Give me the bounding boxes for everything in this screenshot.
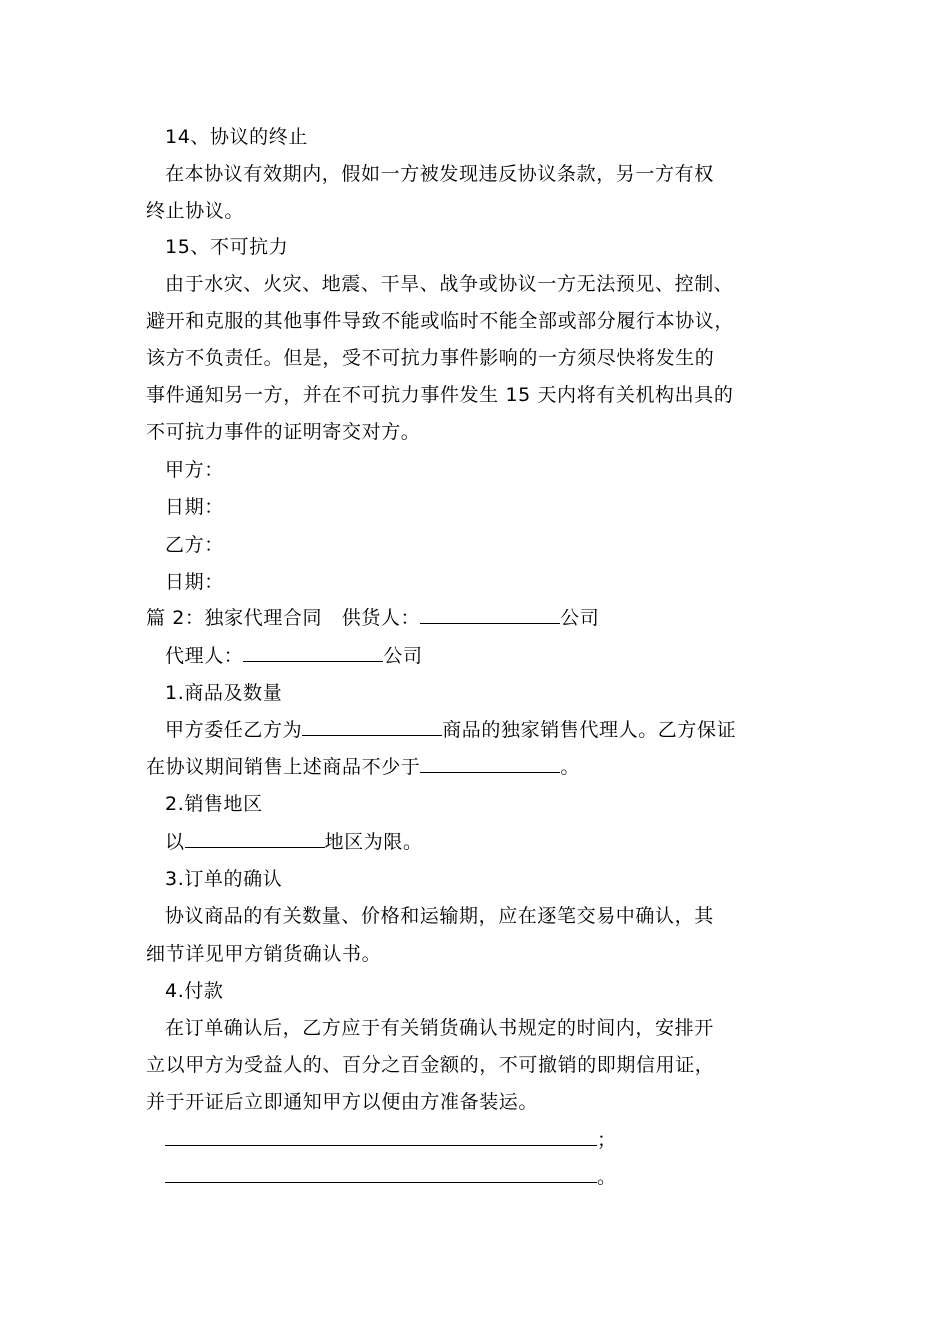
quantity-blank	[420, 754, 560, 773]
section-15-body-line: 避开和克服的其他事件导致不能或临时不能全部或部分履行本协议，	[146, 310, 735, 332]
party-a-label: 甲方：	[165, 459, 224, 481]
fill-in-line-end: ；	[597, 1129, 617, 1151]
item-3-body-line: 协议商品的有关数量、价格和运输期，应在逐笔交易中确认，其	[165, 905, 714, 927]
item-3-heading: 3.订单的确认	[165, 868, 283, 890]
item-1-body-line	[146, 754, 580, 780]
section-14-body-line: 在本协议有效期内，假如一方被发现违反协议条款，另一方有权	[165, 163, 714, 185]
item-1-text: 甲方委任乙方为	[165, 719, 303, 741]
long-blank	[165, 1127, 597, 1146]
date-label: 日期：	[165, 496, 224, 518]
item-2-heading: 2.销售地区	[165, 793, 263, 815]
item-3-body-line: 细节详见甲方销货确认书。	[146, 943, 382, 965]
item-1-body-line	[165, 717, 736, 743]
item-2-text: 地区为限。	[324, 831, 423, 853]
section-14-heading: 14、协议的终止	[165, 126, 308, 148]
part-2-title: 篇 2：独家代理合同 供货人：	[146, 607, 421, 629]
fill-in-line	[165, 1127, 617, 1153]
item-4-body-line: 在订单确认后，乙方应于有关销货确认书规定的时间内，安排开	[165, 1017, 714, 1039]
agent-line	[165, 643, 423, 669]
item-1-heading: 1.商品及数量	[165, 682, 283, 704]
fill-in-line-end: 。	[597, 1166, 617, 1188]
date-label: 日期：	[165, 571, 224, 593]
item-4-body-line: 并于开证后立即通知甲方以便由方准备装运。	[146, 1091, 539, 1113]
section-14-body-line: 终止协议。	[146, 200, 245, 222]
section-15-body-line: 事件通知另一方，并在不可抗力事件发生 15 天内将有关机构出具的	[146, 384, 734, 406]
item-4-heading: 4.付款	[165, 980, 224, 1002]
section-15-body-line: 该方不负责任。但是，受不可抗力事件影响的一方须尽快将发生的	[146, 347, 715, 369]
part-2-title-line	[146, 605, 599, 631]
item-2-body-line	[165, 829, 423, 855]
section-15-heading: 15、不可抗力	[165, 236, 289, 258]
party-b-label: 乙方：	[165, 534, 224, 556]
section-15-body-line: 由于水灾、火灾、地震、干旱、战争或协议一方无法预见、控制、	[165, 273, 734, 295]
company-suffix: 公司	[560, 607, 600, 629]
agent-blank	[243, 643, 383, 662]
fill-in-line	[165, 1164, 617, 1190]
region-blank	[185, 829, 325, 848]
long-blank	[165, 1164, 597, 1183]
item-1-text: 商品的独家销售代理人。乙方保证	[442, 719, 737, 741]
item-1-text: 。	[560, 756, 581, 778]
item-4-body-line: 立以甲方为受益人的、百分之百金额的，不可撤销的即期信用证，	[146, 1054, 715, 1076]
item-2-text: 以	[165, 831, 185, 853]
item-1-text: 在协议期间销售上述商品不少于	[146, 756, 421, 778]
section-15-body-line: 不可抗力事件的证明寄交对方。	[146, 421, 421, 443]
agent-label: 代理人：	[165, 645, 244, 667]
company-suffix: 公司	[383, 645, 423, 667]
supplier-blank	[420, 605, 560, 624]
product-blank	[302, 717, 442, 736]
